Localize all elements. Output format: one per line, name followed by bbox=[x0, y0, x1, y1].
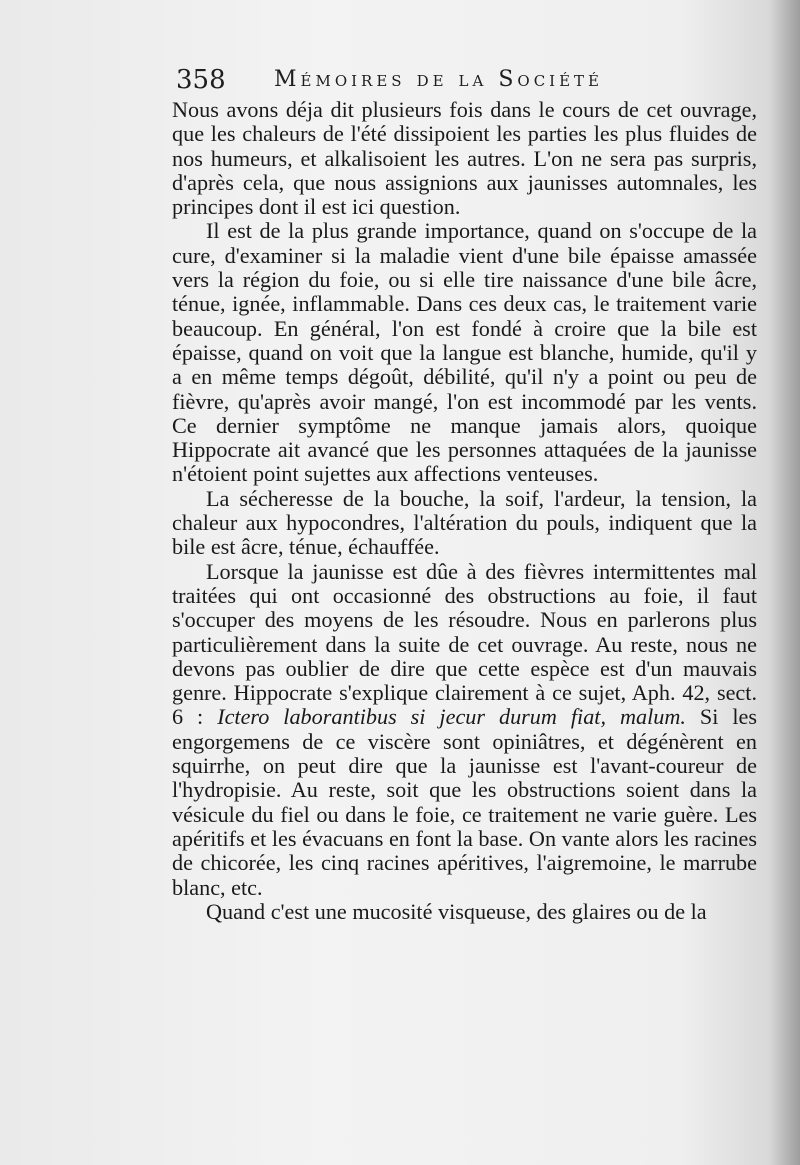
paragraph-1: Nous avons déja dit plusieurs fois dans le cours de cet ouvrage, que les chaleurs de l'été dissipoient les parties les plus fluides de nos humeurs, et alkalisoient les autres. L'on ne sera pas surpris, d'après cela, que nous assignions aux jaunisses automnales, les principes dont il est ici question. bbox=[172, 97, 757, 220]
page-header bbox=[176, 62, 776, 98]
latin-quotation: Ictero laborantibus si jecur durum fiat, malum. bbox=[217, 704, 686, 730]
paragraph-2: Il est de la plus grande importance, quand on s'occupe de la cure, d'examiner si la maladie vient d'une bile épaisse amassée vers la région du foie, ou si elle tire naissance d'une bile âcre, ténue, ignée, inflammable. Dans ces deux cas, le traitement varie beaucoup. En général, l'on est fondé à croire que la bile est épaisse, quand on voit que la langue est blanche, humide, qu'il y a en même temps dégoût, débilité, qu'il n'y a point ou peu de fièvre, qu'après avoir mangé, l'on est incommodé par les vents. Ce dernier symptôme ne manque jamais alors, quoique Hippocrate ait avancé que les personnes attaquées de la jaunisse n'étoient point sujettes aux affections venteuses. bbox=[172, 218, 757, 487]
paragraph-4-text-b: Si les engorgemens de ce viscère sont opiniâtres, et dégénèrent en squirrhe, on peut dire que la jaunisse est l'avant-coureur de l'hydropisie. Au reste, soit que les obstructions soient dans la vésicule du fiel ou dans le foie, ce traitement ne varie guère. Les apéritifs et les évacuans en font la base. On vante alors les racines de chicorée, les cinq racines apéritives, l'aigremoine, le marrube blanc, etc. bbox=[172, 704, 757, 900]
running-head: Mémoires de la Société bbox=[274, 67, 604, 92]
paragraph-5: Quand c'est une mucosité visqueuse, des glaires ou de la bbox=[206, 898, 707, 924]
paragraph-4-text-a: Lorsque la jaunisse est dûe à des fièvres intermittentes mal traitées qui ont occasionné des obstructions au foie, il faut s'occuper des moyens de les résoudre. Nous en parlerons plus particulièrement dans la suite de cet ouvrage. Au reste, nous ne devons pas oublier de dire que cette espèce est d'un mauvais genre. Hippocrate s'explique clairement à ce sujet, Aph. 42, sect. 6 : bbox=[172, 558, 757, 730]
page-number: 358 bbox=[176, 65, 226, 95]
paragraph-4 bbox=[172, 560, 757, 900]
body-text bbox=[172, 98, 757, 924]
page-edge-shadow bbox=[770, 0, 800, 1165]
paragraph-3: La sécheresse de la bouche, la soif, l'ardeur, la tension, la chaleur aux hypocondres, l'altération du pouls, indiquent que la bile est âcre, ténue, échauffée. bbox=[172, 485, 757, 560]
